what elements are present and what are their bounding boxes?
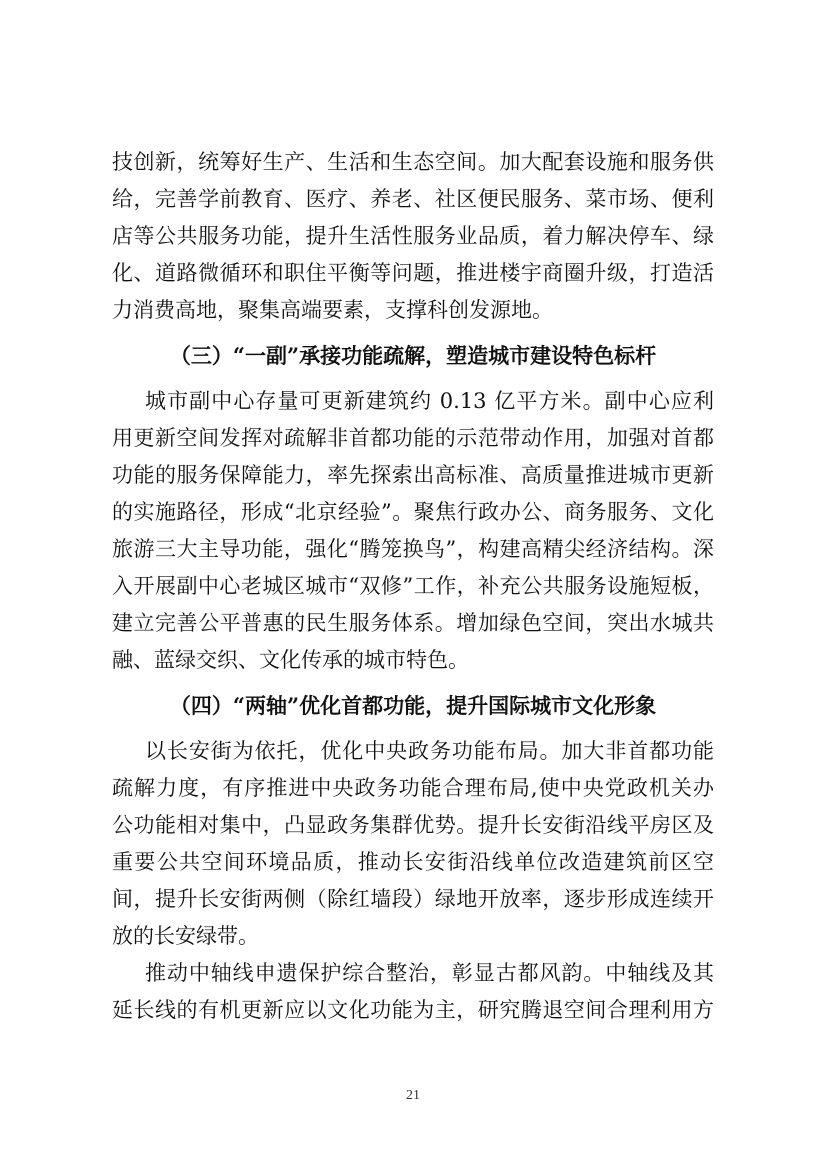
text-line: 技创新，统筹好生产、生活和生态空间。加大配套设施和服务供 bbox=[112, 150, 714, 174]
text-line: 延长线的有机更新应以文化功能为主，研究腾退空间合理利用方 bbox=[112, 998, 714, 1022]
text-line: 力消费高地，聚集高端要素，支撑科创发源地。 bbox=[112, 298, 553, 322]
text-line: 推动中轴线申遗保护综合整治，彰显古都风韵。中轴线及其 bbox=[145, 961, 714, 985]
text-line: 用更新空间发挥对疏解非首都功能的示范带动作用，加强对首都 bbox=[112, 426, 714, 450]
document-body bbox=[112, 144, 714, 1029]
text-line: 融、蓝绿交织、文化传承的城市特色。 bbox=[112, 648, 469, 672]
text-line: 建立完善公平普惠的民生服务体系。增加绿色空间，突出水城共 bbox=[112, 611, 714, 635]
paragraph bbox=[112, 383, 714, 679]
text-line: 疏解力度，有序推进中央政务功能合理布局,使中央党政机关办 bbox=[112, 776, 714, 800]
page-number: 21 bbox=[406, 1088, 420, 1103]
text-line: 入开展副中心老城区城市“双修”工作，补充公共服务设施短板， bbox=[112, 574, 714, 598]
section-heading-4: （四）“两轴”优化首都功能，提升国际城市文化形象 bbox=[169, 693, 657, 718]
text-line: 旅游三大主导功能，强化“腾笼换鸟”，构建高精尖经济结构。深 bbox=[112, 537, 714, 561]
paragraph bbox=[112, 733, 714, 955]
text-line: 重要公共空间环境品质，推动长安街沿线单位改造建筑前区空 bbox=[112, 850, 714, 874]
paragraph bbox=[112, 955, 714, 1029]
text-line: 间，提升长安街两侧（除红墙段）绿地开放率，逐步形成连续开 bbox=[112, 887, 714, 911]
section-heading-3: （三）“一副”承接功能疏解，塑造城市建设特色标杆 bbox=[169, 343, 657, 368]
text-line: 以长安街为依托，优化中央政务功能布局。加大非首都功能 bbox=[145, 739, 714, 763]
text-line: 功能的服务保障能力，率先探索出高标准、高质量推进城市更新 bbox=[112, 463, 714, 487]
text-line: 店等公共服务功能，提升生活性服务业品质，着力解决停车、绿 bbox=[112, 224, 714, 248]
text-line: 给，完善学前教育、医疗、养老、社区便民服务、菜市场、便利 bbox=[112, 187, 714, 211]
text-line: 放的长安绿带。 bbox=[112, 924, 259, 948]
text-line: 的实施路径，形成“北京经验”。聚焦行政办公、商务服务、文化 bbox=[112, 500, 714, 524]
text-line: 城市副中心存量可更新建筑约 0.13 亿平方米。副中心应利 bbox=[145, 389, 714, 413]
text-line: 公功能相对集中，凸显政务集群优势。提升长安街沿线平房区及 bbox=[112, 813, 714, 837]
text-line: 化、道路微循环和职住平衡等问题，推进楼宇商圈升级，打造活 bbox=[112, 261, 714, 285]
paragraph bbox=[112, 144, 714, 329]
